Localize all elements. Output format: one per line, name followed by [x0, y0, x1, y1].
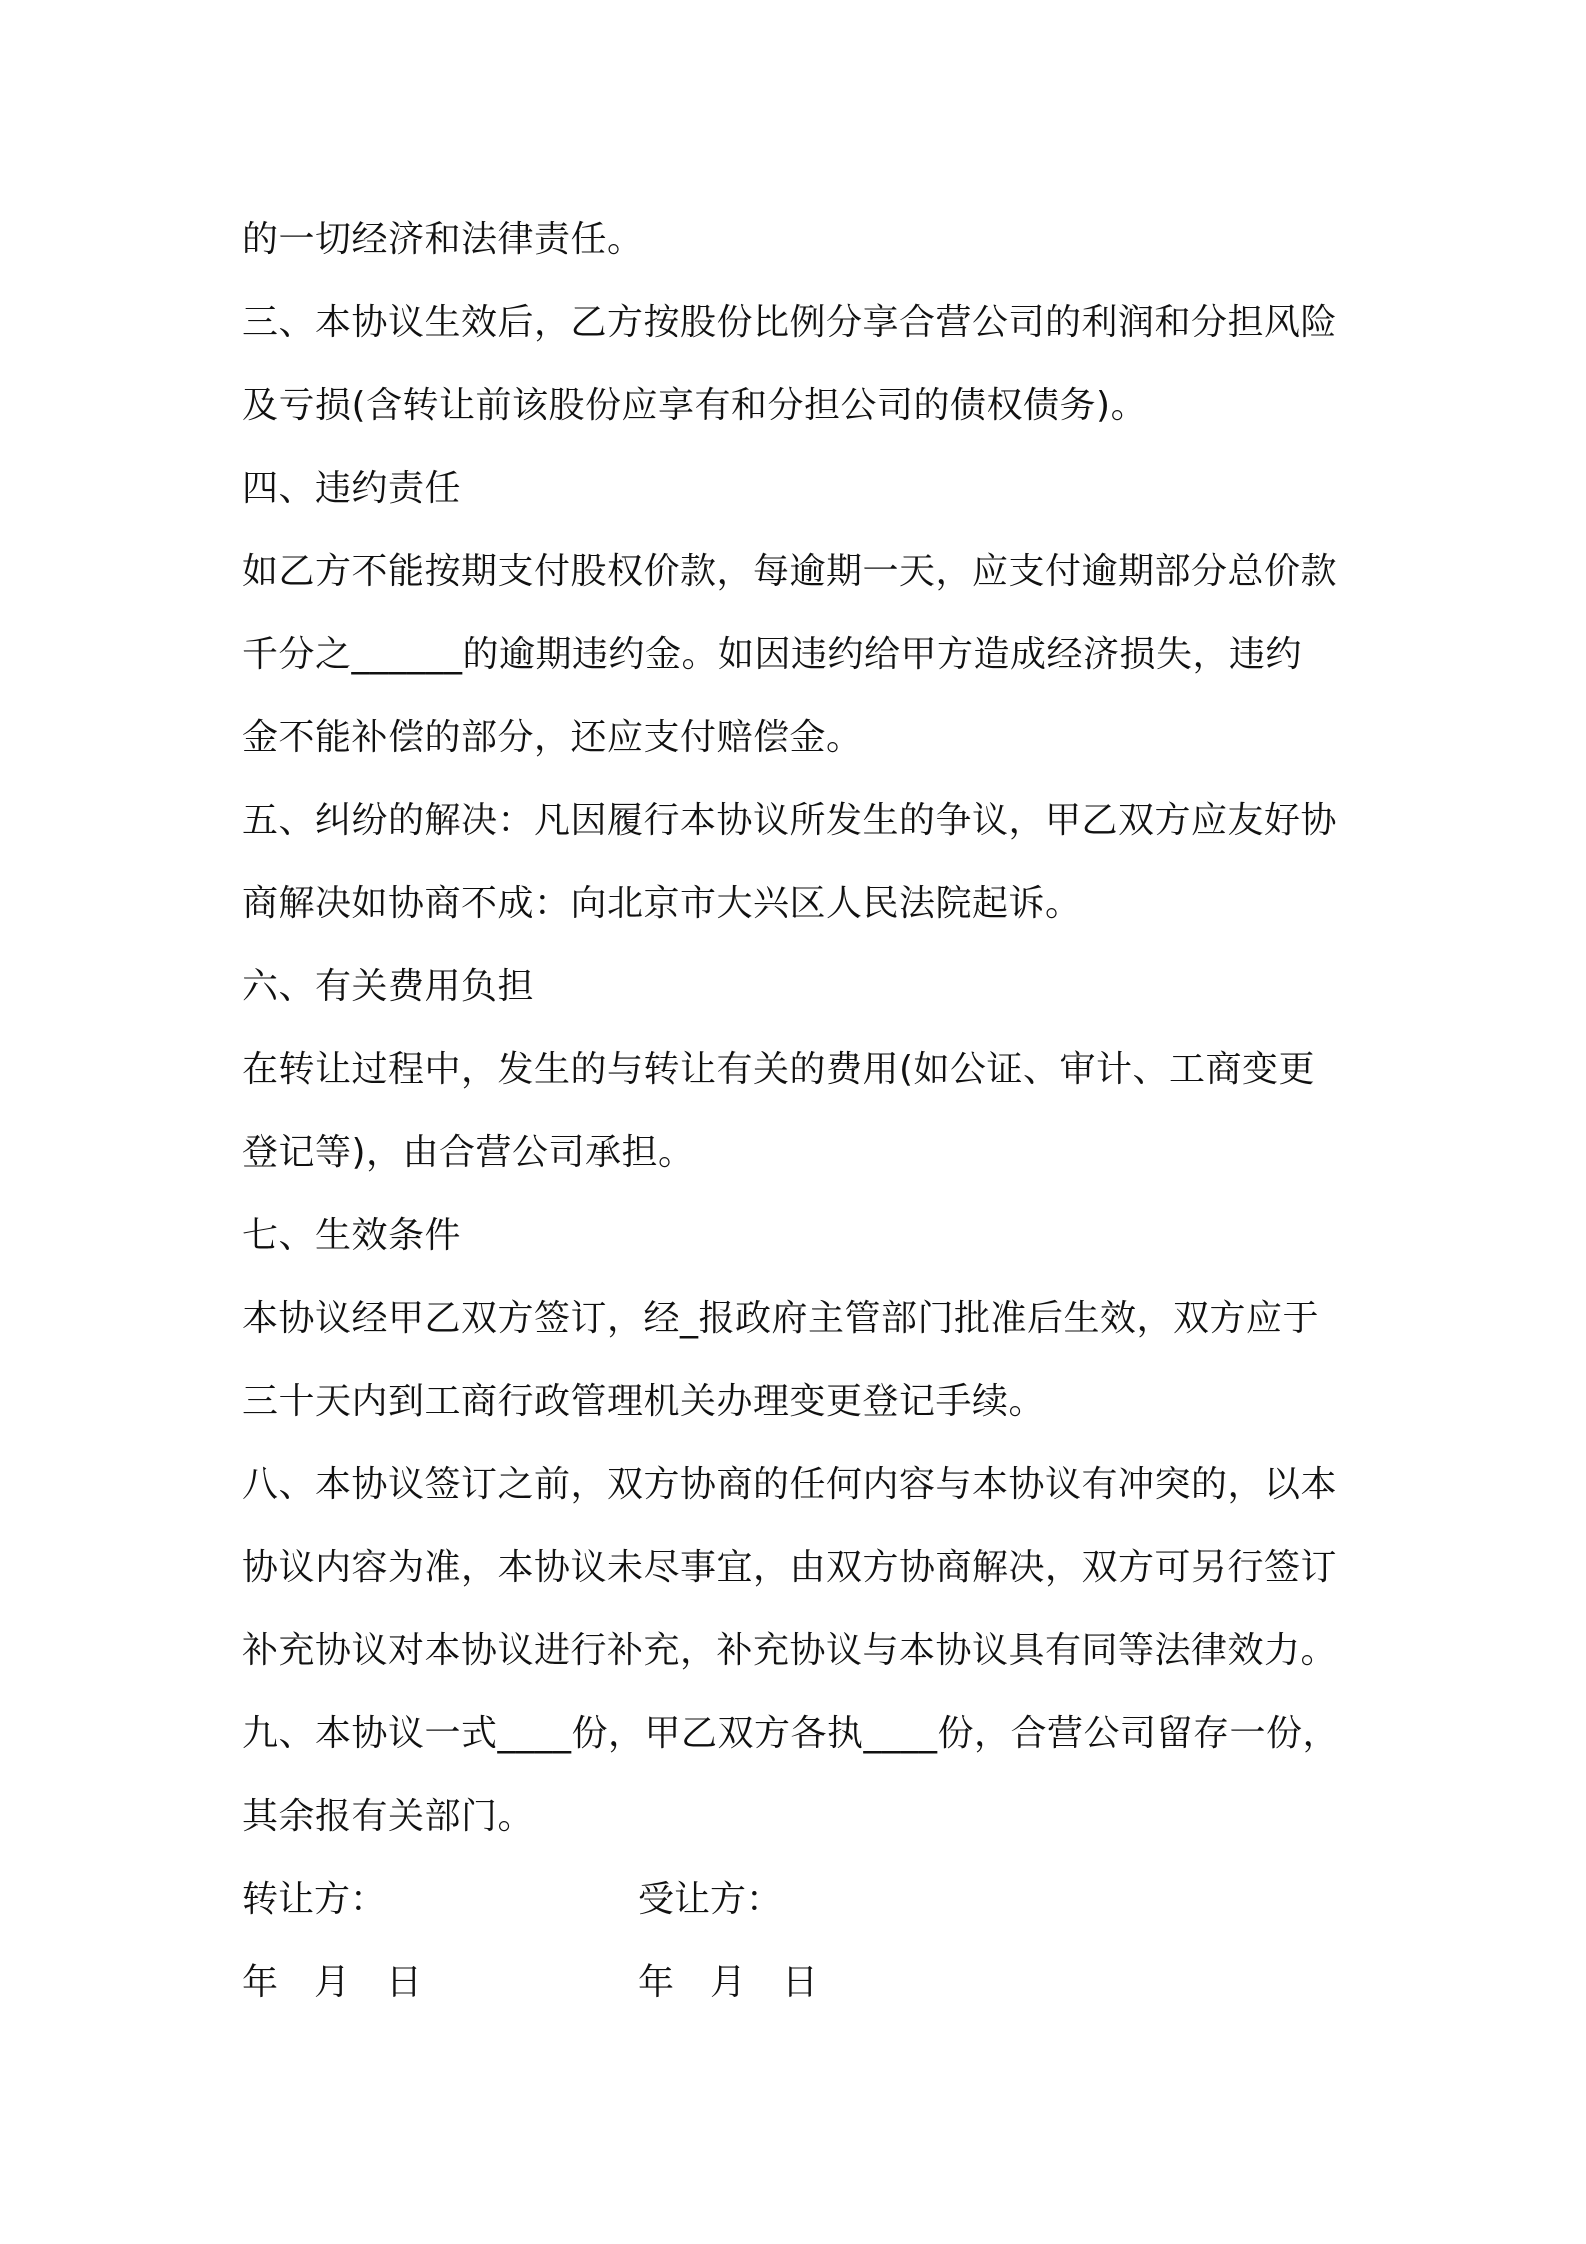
text-line: 商解决如协商不成：向北京市大兴区人民法院起诉。 — [242, 883, 1082, 924]
text-line: 金不能补偿的部分，还应支付赔偿金。 — [242, 717, 863, 758]
section-heading-effect: 七、生效条件 — [242, 1215, 462, 1256]
signature-label-row — [242, 1858, 1372, 1941]
clause-3-text: 三、本协议生效后，乙方按股份比例分享合营公司的利润和分担风险 — [242, 302, 1338, 343]
text-line: 登记等)，由合营公司承担。 — [242, 1132, 695, 1173]
section-heading-breach: 四、违约责任 — [242, 468, 462, 509]
transferor-date: 年 月 日 — [242, 1962, 423, 2003]
transferee-date: 年 月 日 — [638, 1962, 819, 2003]
text-line: 千分之______的逾期违约金。如因违约给甲方造成经济损失，违约 — [242, 634, 1303, 675]
text-line: 协议内容为准，本协议未尽事宜，由双方协商解决，双方可另行签订 — [242, 1547, 1338, 1588]
text-line: 其余报有关部门。 — [242, 1796, 535, 1837]
text-line: 如乙方不能按期支付股权价款，每逾期一天，应支付逾期部分总价款 — [242, 551, 1338, 592]
document-body — [242, 198, 1372, 2024]
text-line: 补充协议对本协议进行补充，补充协议与本协议具有同等法律效力。 — [242, 1630, 1338, 1671]
transferee-label: 受让方： — [638, 1879, 783, 1920]
signature-date-row — [242, 1941, 1372, 2024]
text-line: 在转让过程中，发生的与转让有关的费用(如公证、审计、工商变更 — [242, 1049, 1316, 1090]
text-line: 及亏损(含转让前该股份应享有和分担公司的债权债务)。 — [242, 385, 1148, 426]
text-line: 三十天内到工商行政管理机关办理变更登记手续。 — [242, 1381, 1046, 1422]
clause-5-text: 五、纠纷的解决：凡因履行本协议所发生的争议，甲乙双方应友好协 — [242, 800, 1338, 841]
clause-9-text: 九、本协议一式____份，甲乙双方各执____份，合营公司留存一份， — [242, 1713, 1340, 1754]
text-line: 的一切经济和法律责任。 — [242, 219, 644, 260]
transferor-label: 转让方： — [242, 1879, 387, 1920]
text-line: 本协议经甲乙双方签订，经_报政府主管部门批准后生效，双方应于 — [242, 1298, 1320, 1339]
section-heading-fees: 六、有关费用负担 — [242, 966, 535, 1007]
clause-8-text: 八、本协议签订之前，双方协商的任何内容与本协议有冲突的，以本 — [242, 1464, 1338, 1505]
